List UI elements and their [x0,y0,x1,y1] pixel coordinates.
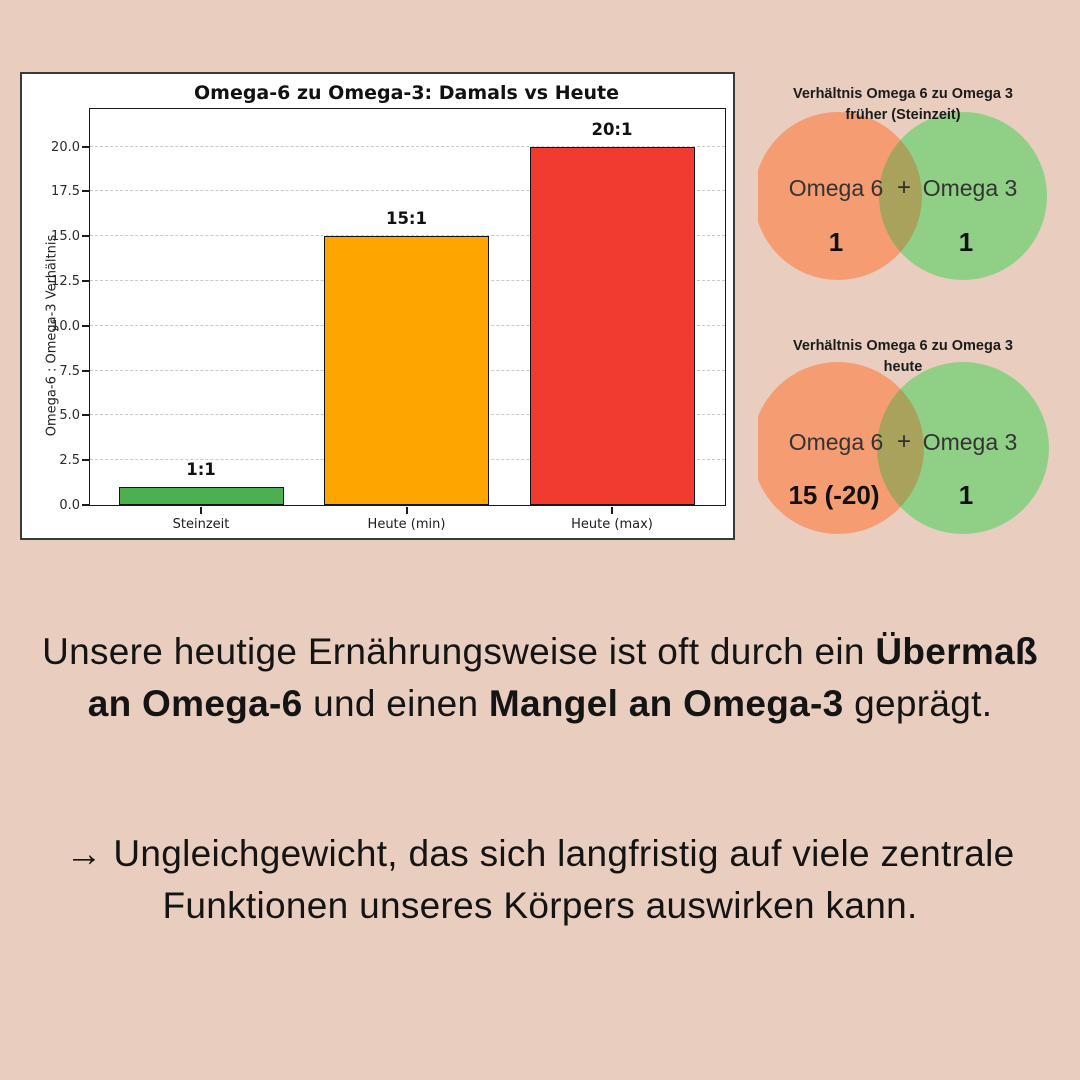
venn1-title-line1: Verhältnis Omega 6 zu Omega 3 [793,86,1013,102]
y-tick-mark [82,370,89,372]
p2-text: → Ungleichgewicht, das sich langfristig auf viele zentrale Funktionen unseres Körpers auswirken kann. [65,833,1015,926]
bar-chart-panel [20,72,735,540]
p1-text3: geprägt. [843,683,993,724]
x-tick-mark [200,507,202,514]
venn-diagram-heute [758,336,1080,562]
plus-icon: + [896,428,912,455]
x-tick-mark [406,507,408,514]
bar-value-label: 1:1 [186,460,216,480]
venn2-omega3-value: 1 [958,480,974,510]
bar-value-label: 20:1 [591,119,633,139]
y-tick-mark [82,504,89,506]
p1-text: Unsere heutige Ernährungsweise ist oft durch ein [42,631,876,672]
p1-bold-uebermass: Übermaß an Omega-6 [87,631,1038,724]
y-tick-mark [82,280,89,282]
y-tick-label: 10.0 [51,318,80,334]
bar-steinzeit [119,487,284,505]
venn1-omega3-label: Omega 3 [922,175,1018,201]
venn1-title [758,84,1048,126]
venn2-omega6-label: Omega 6 [788,429,884,455]
x-tick-mark [611,507,613,514]
paragraph-consequence [35,828,1045,932]
bar-heute-min- [324,236,489,505]
y-tick-mark [82,235,89,237]
venn1-omega3-value: 1 [958,227,974,257]
x-tick-label: Steinzeit [172,517,230,532]
y-tick-label: 2.5 [59,453,80,469]
venn1-omega6-value: 1 [828,227,844,257]
venn2-title-line1: Verhältnis Omega 6 zu Omega 3 [793,338,1013,354]
venn1-title-line2: früher (Steinzeit) [845,107,961,124]
venn2-title-line2: heute [883,359,923,376]
y-tick-mark [82,414,89,416]
y-tick-mark [82,190,89,192]
y-tick-mark [82,146,89,148]
venn2-omega3-label: Omega 3 [922,429,1018,455]
y-tick-mark [82,459,89,461]
y-tick-label: 5.0 [59,408,80,424]
y-tick-label: 0.0 [59,498,80,513]
y-tick-label: 17.5 [51,184,80,200]
paragraph-omega-imbalance [35,626,1045,730]
y-tick-label: 12.5 [51,274,80,290]
chart-title: Omega-6 zu Omega-3: Damals vs Heute [194,82,619,104]
p1-bold-mangel: Mangel an Omega-3 [488,683,844,724]
plus-icon: + [896,174,912,201]
y-tick-mark [82,325,89,327]
y-tick-label: 15.0 [51,229,80,245]
x-tick-label: Heute (min) [367,517,446,532]
venn2-title [758,336,1048,378]
venn1-omega6-label: Omega 6 [788,175,884,201]
y-tick-label: 7.5 [59,363,80,379]
venn-diagram-steinzeit [758,84,1080,284]
bar-heute-max- [530,147,695,505]
y-axis-label: Omega-6 : Omega-3 Verhältnis [44,234,60,437]
p1-text2: und einen [302,683,489,724]
venn2-omega6-value: 15 (-20) [788,480,880,510]
bar-value-label: 15:1 [385,209,428,229]
x-tick-label: Heute (max) [571,517,653,532]
y-tick-label: 20.0 [51,139,80,155]
